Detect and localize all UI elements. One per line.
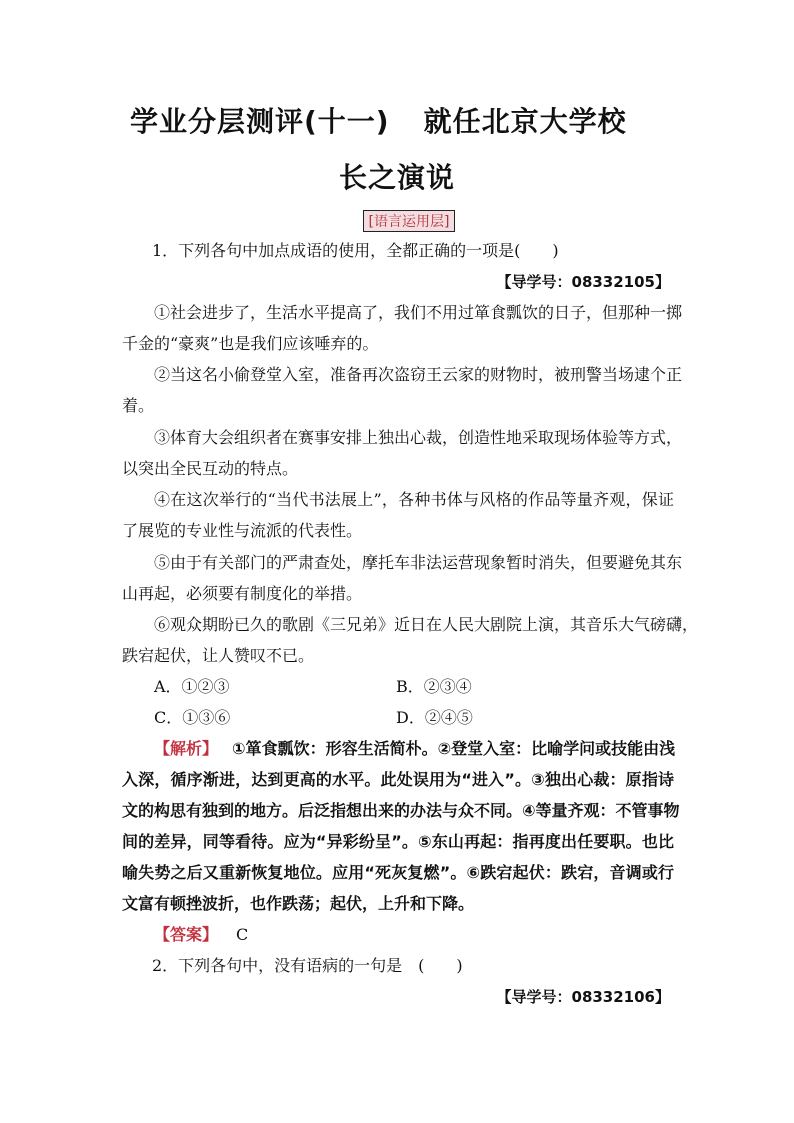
sentence-2-line-2: 着。 — [122, 396, 155, 415]
analysis-line-5: 喻失势之后又重新恢复地位。应用“死灰复燃”。⑥跌宕起伏：跌宕，音调或行 — [122, 863, 674, 882]
sentence-2-line-1: ②当这名小偷登堂入室，准备再次盗窃王云家的财物时，被刑警当场逮个正 — [154, 365, 683, 384]
sentence-6-line-1: ⑥观众期盼已久的歌剧《三兄弟》近日在人民大剧院上演，其音乐大气磅礴， — [154, 615, 699, 634]
analysis-label: 【解析】 — [154, 739, 219, 758]
sentence-1-line-2: 千金的“豪爽”也是我们应该唾弃的。 — [122, 334, 379, 353]
analysis-text-1: ①箪食瓢饮：形容生活简朴。②登堂入室：比喻学问或技能由浅 — [232, 739, 676, 758]
section-tag: [语言运用层] — [363, 210, 455, 232]
answer-label: 【答案】 — [154, 925, 219, 944]
sentence-1-line-1: ①社会进步了，生活水平提高了，我们不用过箪食瓢饮的日子，但那种一掷 — [154, 303, 683, 322]
page-title-line-2: 长之演说 — [338, 161, 455, 194]
analysis-line-3: 文的构思有独到的地方。后泛指想出来的办法与众不同。④等量齐观：不管事物 — [122, 801, 680, 820]
sentence-5-line-2: 山再起，必须要有制度化的举措。 — [122, 584, 363, 603]
option-c: C．①③⑥ — [154, 708, 231, 727]
analysis-line-6: 文富有顿挫波折，也作跌荡；起伏，上升和下降。 — [122, 894, 475, 913]
sentence-4-line-2: 了展览的专业性与流派的代表性。 — [122, 521, 363, 540]
analysis-line-4: 间的差异，同等看待。应为“异彩纷呈”。⑤东山再起：指再度出任要职。也比 — [122, 832, 674, 851]
sentence-3-line-2: 以突出全民互动的特点。 — [122, 459, 299, 478]
question-1-guide-number: 【导学号：08332105】 — [496, 273, 670, 291]
sentence-3-line-1: ③体育大会组织者在赛事安排上独出心裁，创造性地采取现场体验等方式， — [154, 428, 683, 447]
option-d: D．②④⑤ — [396, 708, 473, 727]
title-part-1: 学业分层测评(十一) — [130, 105, 390, 138]
answer-value: C — [236, 925, 249, 944]
question-1-stem: 1．下列各句中加点成语的使用，全都正确的一项是( ) — [152, 241, 559, 260]
question-2-stem: 2．下列各句中，没有语病的一句是 ( ) — [152, 956, 463, 975]
title-part-2: 就任北京大学校 — [423, 105, 627, 138]
analysis-line-1 — [154, 739, 674, 759]
sentence-5-line-1: ⑤由于有关部门的严肃查处，摩托车非法运营现象暂时消失，但要避免其东 — [154, 553, 683, 572]
question-2-guide-number: 【导学号：08332106】 — [496, 988, 670, 1006]
page-title-line-1 — [130, 100, 730, 140]
answer-line — [154, 925, 248, 945]
sentence-6-line-2: 跌宕起伏，让人赞叹不已。 — [122, 646, 315, 665]
sentence-4-line-1: ④在这次举行的“当代书法展上”，各种书体与风格的作品等量齐观，保证 — [154, 490, 674, 509]
option-a: A．①②③ — [154, 677, 230, 696]
analysis-line-2: 入深，循序渐进，达到更高的水平。此处误用为“进入”。③独出心裁：原指诗 — [122, 770, 674, 789]
option-b: B．②③④ — [396, 677, 472, 696]
